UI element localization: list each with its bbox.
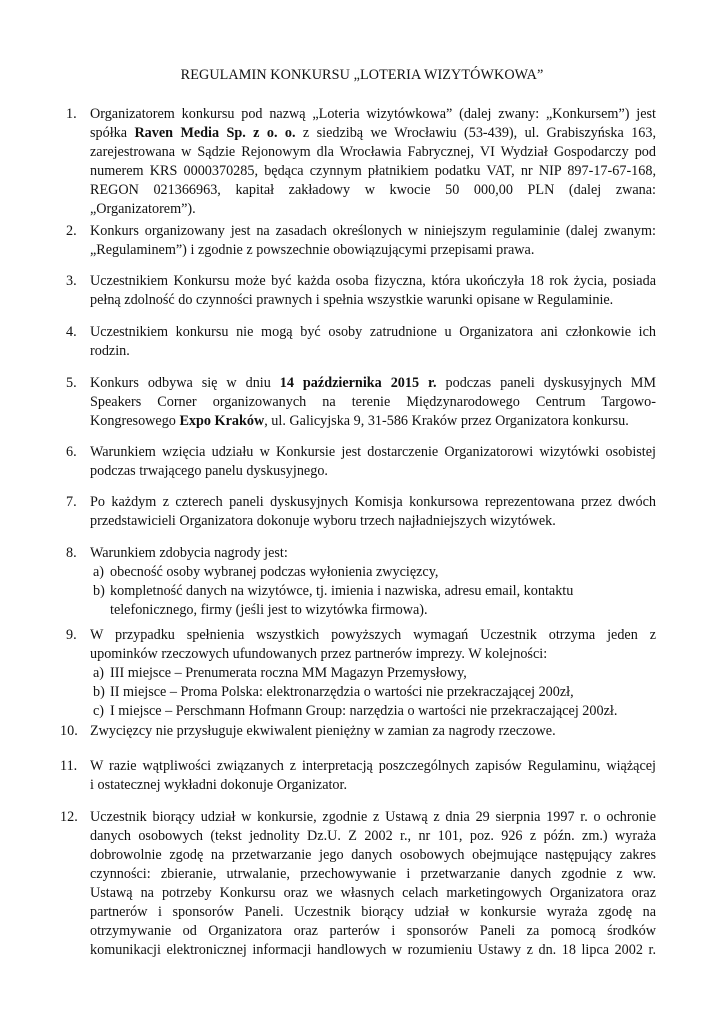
rule-item-6 (66, 443, 656, 481)
rule-item-4 (66, 323, 656, 361)
rule-text-line: podczas trwającego panelu dyskusyjnego. (90, 463, 328, 479)
rule-text-line: upominków rzeczowych ufundowanych przez partnerów imprezy. W kolejności: (90, 646, 548, 662)
sub-item-text: III miejsce – Prenumerata roczna MM Magazyn Przemysłowy, (110, 665, 467, 681)
rule-number: 7. (66, 494, 77, 510)
rule-item-5 (66, 374, 656, 431)
rule-text-line: Zwycięzcy nie przysługuje ekwiwalent pieniężny w zamian za nagrody rzeczowe. (90, 723, 556, 739)
rule-text-line: Ustawą na potrzeby Konkursu oraz we własnych celach marketingowych Organizatora oraz (90, 885, 656, 901)
rule-text-line: Speakers Corner organizowanych na terenie Międzynarodowego Centrum Targowo- (90, 394, 656, 410)
sub-item-text: I miejsce – Perschmann Hofmann Group: narzędzia o wartości nie przekraczającej 200zł. (110, 703, 618, 719)
sub-item-letter: b) (93, 583, 105, 599)
rule-text-line: komunikacji elektronicznej informacji handlowych w rozumieniu Ustawy z dn. 18 lipca 2002 r. (90, 942, 656, 958)
sub-item-a (90, 563, 656, 582)
rule-text-line: numerem KRS 0000370285, będąca czynnym płatnikiem podatku VAT, nr NIP 897-17-67-168, (90, 163, 656, 179)
rule-text-line: danych osobowych (tekst jednolity Dz.U. Z 2002 r., nr 101, poz. 926 z późn. zm.) wyraża (90, 828, 656, 844)
rule-item-8 (66, 544, 656, 620)
text-run: podczas paneli dyskusyjnych MM (436, 375, 656, 391)
rule-text-line: rodzin. (90, 343, 130, 359)
rule-item-12 (60, 808, 656, 960)
rule-number: 9. (66, 627, 77, 643)
sub-item-letter: a) (93, 564, 105, 580)
sub-item-text: telefonicznego, firmy (jeśli jest to wizytówka firmowa). (110, 602, 428, 618)
text-run: Kongresowego (90, 413, 180, 429)
rule-text-line: otrzymywanie od Organizatora oraz parterów i sponsorów Paneli za pomocą środków (90, 923, 656, 939)
rule-item-7 (66, 493, 656, 531)
event-date: 14 października 2015 r. (279, 375, 437, 391)
rule-text-line: przedstawicieli Organizatora dokonuje wyboru trzech najładniejszych wizytówek. (90, 513, 556, 529)
text-run: Konkurs odbywa się w dniu (90, 375, 280, 391)
rule-number: 2. (66, 223, 77, 239)
sub-item-b (90, 683, 656, 702)
rule-number: 4. (66, 324, 77, 340)
rule-item-11 (60, 757, 656, 795)
rule-text-line: partnerów i sponsorów Paneli. Uczestnik biorący udział w konkursie wyraża zgodę na (90, 904, 656, 920)
rule-item-1 (66, 105, 656, 219)
rule-text-line: Warunkiem zdobycia nagrody jest: (90, 545, 288, 561)
rule-text-line: dobrowolnie zgodę na przetwarzanie jego danych osobowych obejmujące następujący zakres (90, 847, 656, 863)
rule-text-line: „Organizatorem”). (90, 201, 196, 217)
document-title: REGULAMIN KONKURSU „LOTERIA WIZYTÓWKOWA” (180, 67, 544, 83)
rule-number: 6. (66, 444, 77, 460)
rule-text-line: i ostatecznej wykładni dokonuje Organizator. (90, 777, 348, 793)
rule-text-line: W przypadku spełnienia wszystkich powyższych wymagań Uczestnik otrzyma jeden z (90, 627, 656, 643)
sub-item-letter: a) (93, 665, 105, 681)
text-run: spółka (90, 125, 135, 141)
rule-text-line: czynności: zbieranie, utrwalanie, przechowywanie i przetwarzanie danych zgodnie z ww. (90, 866, 656, 882)
rule-number: 12. (60, 809, 78, 825)
rule-text-line: Uczestnikiem Konkursu może być każda osoba fizyczna, która ukończyła 18 rok życia, posiada (90, 273, 656, 289)
rule-text-line: Uczestnikiem konkursu nie mogą być osoby zatrudnione u Organizatora ani członkowie ich (90, 324, 656, 340)
rule-number: 5. (66, 375, 77, 391)
rule-number: 1. (66, 106, 77, 122)
rule-item-9 (66, 626, 656, 721)
sub-item-c (90, 702, 656, 721)
sub-item-text: obecność osoby wybranej podczas wyłonienia zwycięzcy, (110, 564, 439, 580)
rule-text-line: Organizatorem konkursu pod nazwą „Loteria wizytówkowa” (dalej zwany: „Konkursem”) jest (90, 106, 656, 122)
rule-text-line: zarejestrowana w Sądzie Rejonowym dla Wrocławia Fabrycznej, VI Wydział Gospodarczy pod (90, 144, 656, 160)
rule-number: 8. (66, 545, 77, 561)
rule-text-line: Uczestnik biorący udział w konkursie, zgodnie z Ustawą z dnia 29 sierpnia 1997 r. o ochronie (90, 809, 656, 825)
rule-text-line: Po każdym z czterech paneli dyskusyjnych Komisja konkursowa reprezentowana przez dwóch (90, 494, 656, 510)
text-run: , ul. Galicyjska 9, 31-586 Kraków przez Organizatora konkursu. (264, 413, 629, 429)
rule-text-line: pełną zdolność do czynności prawnych i spełnia wszystkie warunki opisane w Regulaminie. (90, 292, 614, 308)
sub-item-text: II miejsce – Proma Polska: elektronarzędzia o wartości nie przekraczającej 200zł, (110, 684, 574, 700)
rule-text-line: Warunkiem wzięcia udziału w Konkursie jest dostarczenie Organizatorowi wizytówki osobistej (90, 444, 656, 460)
venue-name: Expo Kraków (179, 413, 265, 429)
sub-item-text: kompletność danych na wizytówce, tj. imienia i nazwiska, adresu email, kontaktu (110, 583, 574, 599)
text-run: z siedzibą we Wrocławiu (53-439), ul. Grabiszyńska 163, (295, 125, 656, 141)
rule-item-10 (60, 722, 656, 741)
sub-item-a (90, 664, 656, 683)
rule-number: 3. (66, 273, 77, 289)
rule-text-line: W razie wątpliwości związanych z interpretacją poszczególnych zapisów Regulaminu, wiążącej (90, 758, 656, 774)
rule-text-line: „Regulaminem”) i zgodnie z powszechnie obowiązującymi przepisami prawa. (90, 242, 535, 258)
rule-text-line: REGON 021366963, kapitał zakładowy w kwocie 50 000,00 PLN (dalej zwana: (90, 182, 656, 198)
rule-text-line (90, 374, 656, 393)
rule-text-line (90, 412, 656, 431)
rule-text-line: Konkurs organizowany jest na zasadach określonych w niniejszym regulaminie (dalej zwanym: (90, 223, 656, 239)
rule-item-2 (66, 222, 656, 260)
sub-item-letter: b) (93, 684, 105, 700)
sub-item-letter: c) (93, 703, 105, 719)
rule-item-3 (66, 272, 656, 310)
rule-number: 10. (60, 723, 78, 739)
rule-text-line (90, 124, 656, 143)
sub-item-b (90, 582, 656, 620)
company-name: Raven Media Sp. z o. o. (134, 125, 296, 141)
rule-number: 11. (60, 758, 78, 774)
